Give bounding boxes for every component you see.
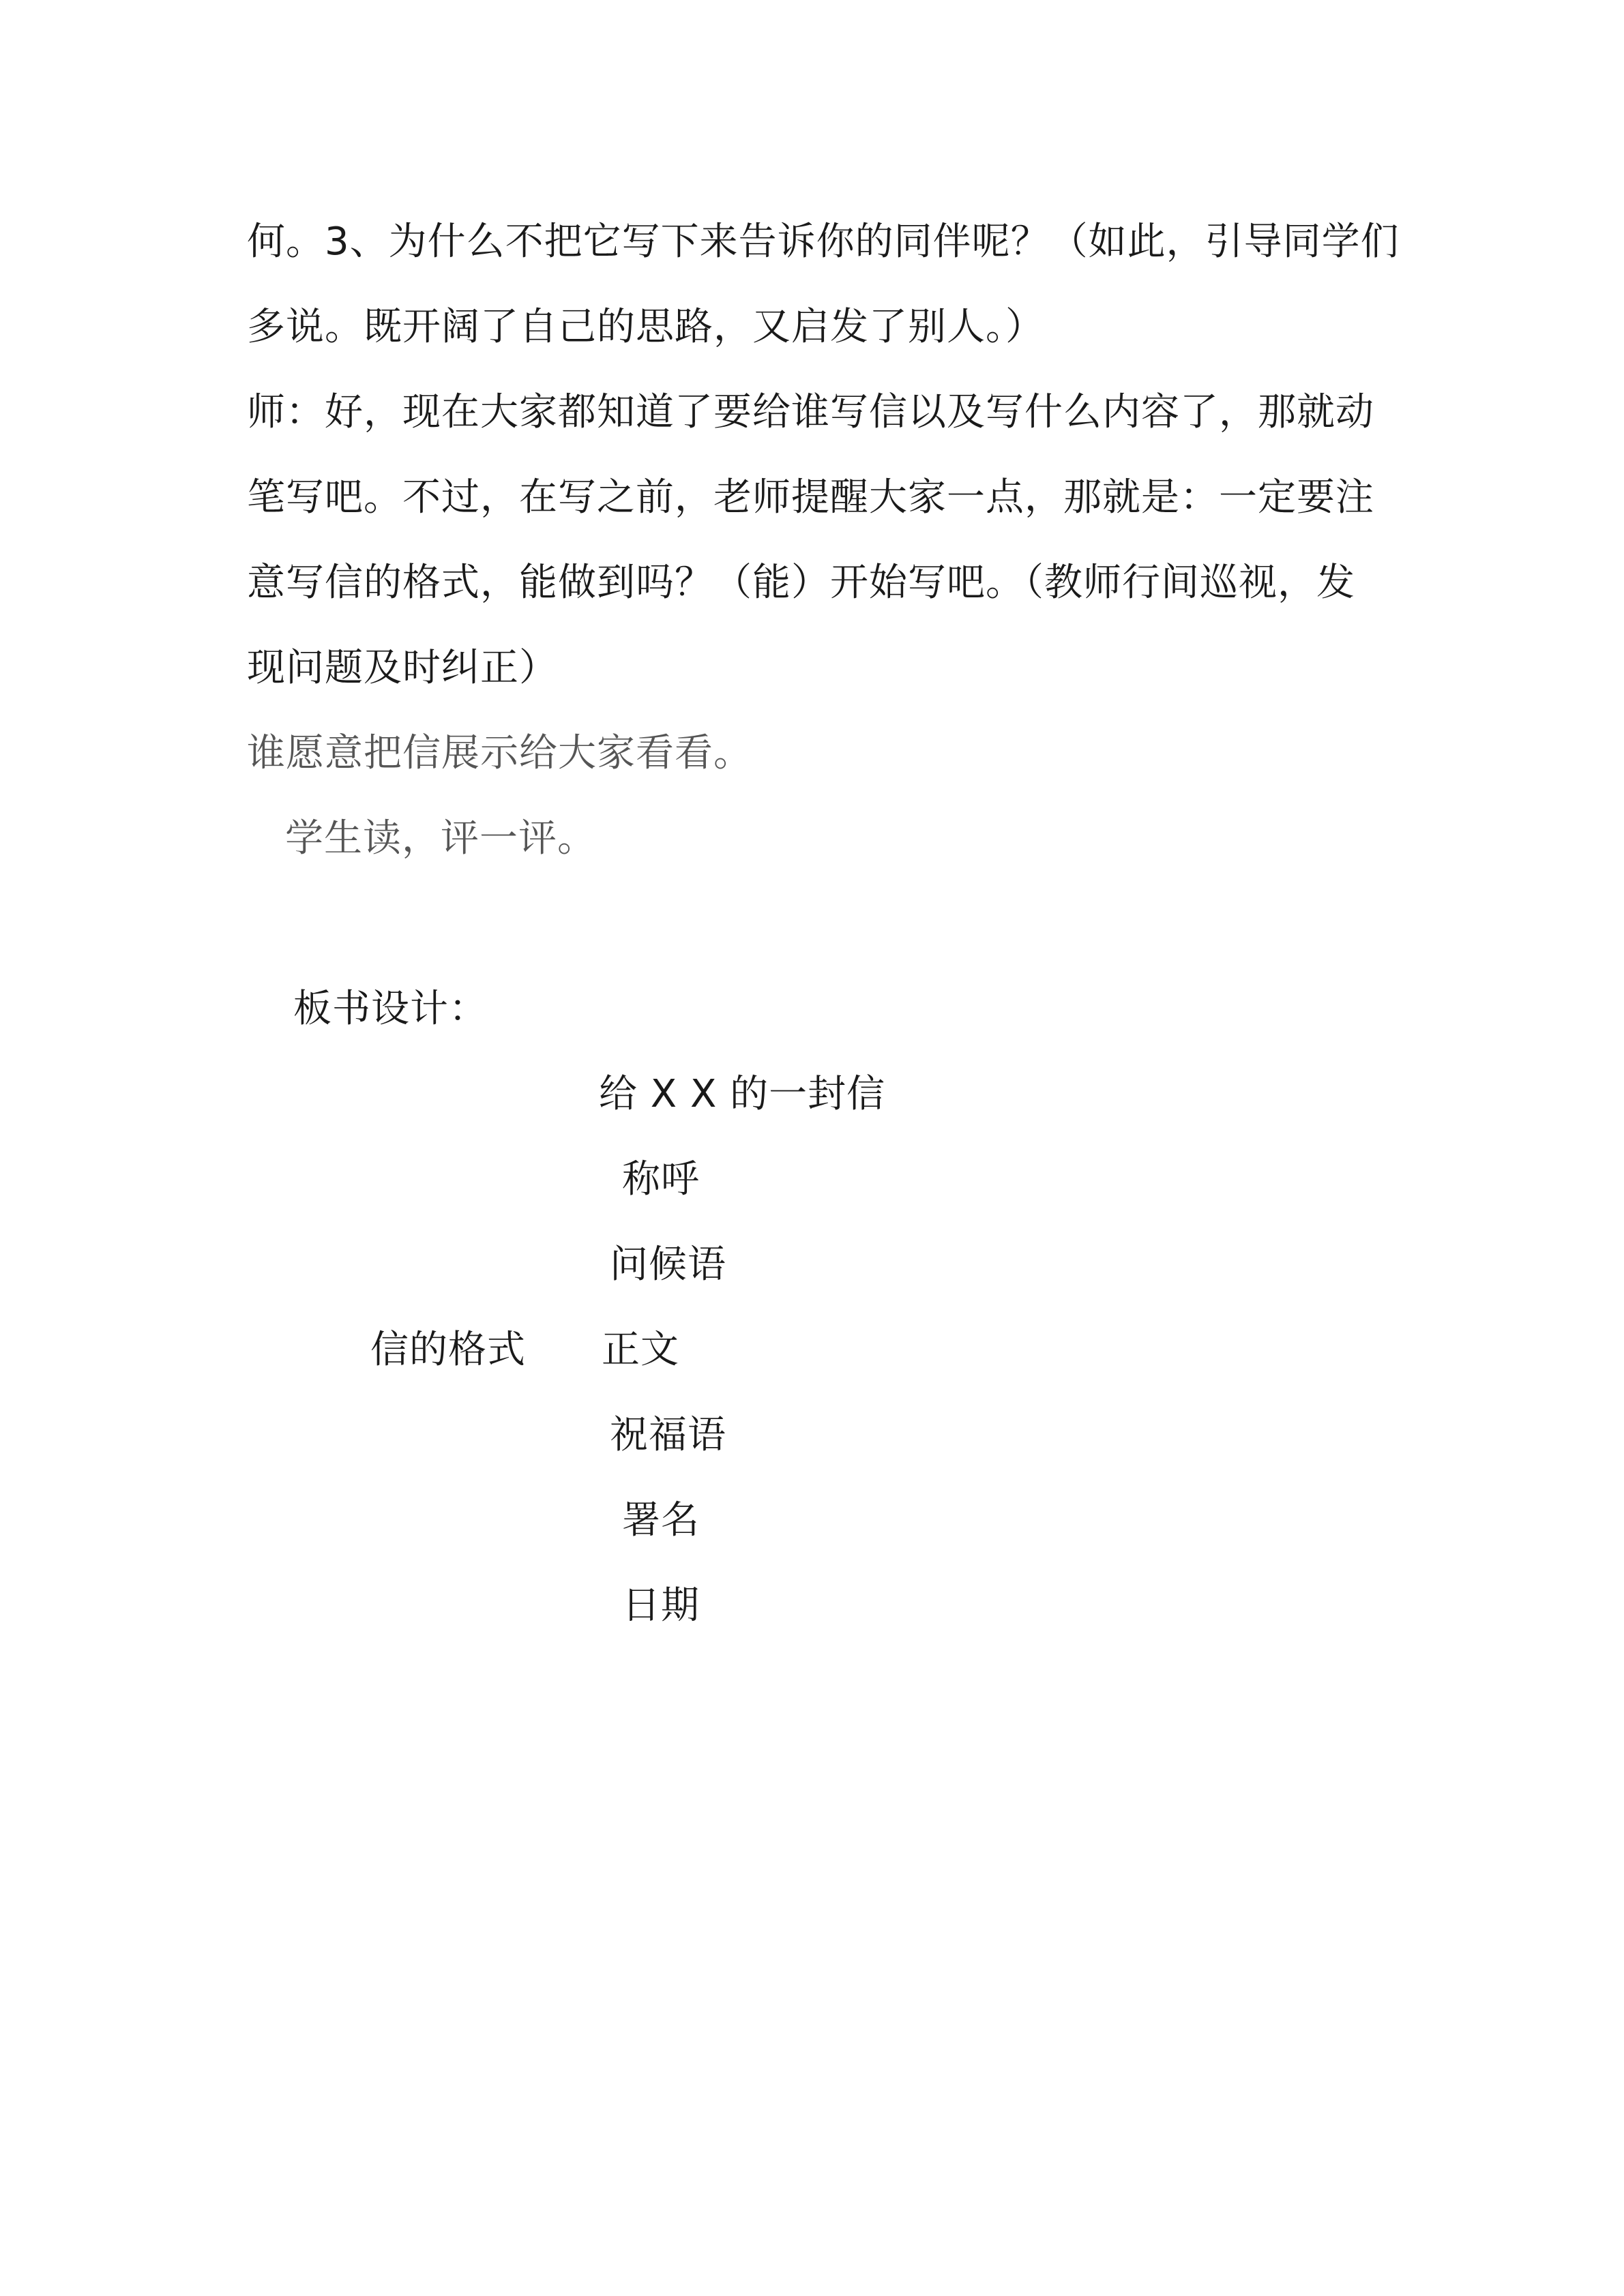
board-title: 给 X X 的一封信 bbox=[599, 1072, 886, 1116]
body-line-4: 笔写吧。不过，在写之前，老师提醒大家一点，那就是：一定要注 bbox=[247, 475, 1374, 520]
board-item-signature: 署名 bbox=[622, 1498, 700, 1542]
board-left-label: 信的格式 bbox=[370, 1328, 526, 1372]
body-line-3: 师：好，现在大家都知道了要给谁写信以及写什么内容了，那就动 bbox=[247, 390, 1374, 434]
body-line-1: 何。3、为什么不把它写下来告诉你的同伴呢？（如此，引导同学们 bbox=[247, 220, 1400, 264]
board-item-salutation: 称呼 bbox=[622, 1157, 700, 1202]
board-design-heading: 板书设计： bbox=[293, 987, 488, 1031]
body-line-7: 谁愿意把信展示给大家看看。 bbox=[247, 731, 752, 775]
body-line-5: 意写信的格式，能做到吗？（能）开始写吧。（教师行间巡视，发 bbox=[247, 561, 1355, 605]
board-item-body: 正文 bbox=[602, 1328, 679, 1372]
body-line-6: 现问题及时纠正） bbox=[247, 646, 558, 690]
board-item-blessing: 祝福语 bbox=[610, 1413, 726, 1457]
body-line-8: 学生读，评一评。 bbox=[285, 816, 596, 861]
body-line-2: 多说。既开阔了自己的思路，又启发了别人。） bbox=[247, 305, 1044, 349]
board-item-greeting: 问候语 bbox=[610, 1242, 726, 1287]
board-item-date: 日期 bbox=[622, 1583, 700, 1628]
